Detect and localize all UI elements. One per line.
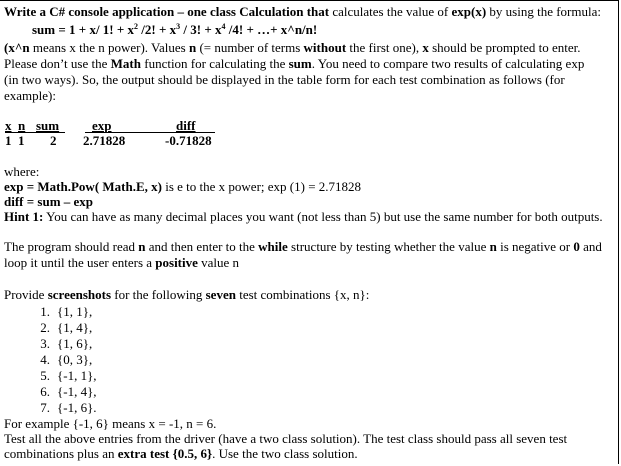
p2-while: while — [258, 239, 288, 254]
table-header-exp: exp — [92, 118, 112, 133]
p2-g: is negative or — [496, 239, 574, 254]
table-cell-n: 1 — [18, 133, 25, 148]
where-line1 — [4, 179, 361, 194]
list-item-value: {1, 1}, — [57, 304, 93, 319]
p1-n: n — [188, 40, 197, 55]
p2-e: structure by testing whether the value — [287, 239, 490, 254]
para1-line4: example): — [4, 88, 56, 103]
hint-line — [4, 209, 603, 224]
formula-lhs: sum — [32, 22, 56, 37]
list-item-number: 7. — [40, 400, 50, 415]
para1-line3: (in two ways). So, the output should be displayed in the table form for each test combination as follows (for — [4, 72, 565, 87]
p3-e: test combinations {x, n}: — [235, 287, 370, 302]
p3-screenshots: screenshots — [47, 287, 112, 302]
table-cell-x: 1 — [5, 133, 12, 148]
p1-l2-a: Please don’t use the — [4, 56, 111, 71]
p3-seven: seven — [205, 287, 236, 302]
para2-line1 — [4, 239, 602, 254]
para3-line — [4, 287, 369, 302]
table-header-diff: diff — [176, 118, 196, 133]
p1-l2-c: function for calculating the — [140, 56, 289, 71]
list-item-number: 5. — [40, 368, 50, 383]
formula-line — [32, 22, 317, 37]
p1-l2-e: . You need to compare two results of calculating exp — [311, 56, 585, 71]
p1-text-f: the first one), — [346, 40, 423, 55]
table-header-sum: sum — [36, 118, 60, 133]
para1-line1 — [4, 40, 580, 55]
where-label: where: — [4, 164, 40, 179]
formula-exp-3: 3 — [176, 22, 181, 31]
table-cell-diff: -0.71828 — [165, 133, 212, 148]
p2-a: The program should read — [4, 239, 139, 254]
table-cell-exp: 2.71828 — [83, 133, 126, 148]
list-item — [32, 352, 92, 367]
hint-label: Hint 1: — [4, 209, 44, 224]
p1-math: Math — [110, 56, 141, 71]
p2-c: and then enter to the — [145, 239, 259, 254]
list-item — [32, 400, 97, 415]
list-item-number: 1. — [40, 304, 50, 319]
formula-exp-2: 2 — [134, 22, 139, 31]
where-line2: diff = sum – exp — [4, 194, 94, 209]
para1-line2 — [4, 56, 584, 71]
intro-line — [4, 4, 601, 19]
p2-zero: 0 — [573, 239, 580, 254]
p2-l2-c: value n — [197, 255, 240, 270]
p2-positive: positive — [155, 255, 198, 270]
closing-extra-test: extra test {0.5, 6} — [117, 446, 213, 461]
list-item-number: 2. — [40, 320, 50, 335]
p1-without: without — [303, 40, 347, 55]
p3-a: Provide — [4, 287, 48, 302]
p1-xn: (x^n — [4, 40, 30, 55]
closing-line3 — [4, 446, 358, 461]
intro-text-4: by using the formula: — [489, 4, 601, 19]
p2-n1: n — [138, 239, 146, 254]
closing-line2: Test all the above entries from the driver (have a two class solution). The test class should pass all seven test — [4, 431, 568, 446]
formula-part-1: = 1 + x/ 1! + x — [55, 22, 135, 37]
table-header-n: n — [18, 118, 26, 133]
p1-text-b: means x the n power). Values — [29, 40, 189, 55]
p1-x: x — [422, 40, 429, 55]
list-item — [32, 368, 97, 383]
intro-bold-1: Write a C# console application – one class Calculation that — [4, 4, 330, 19]
list-item — [32, 304, 92, 319]
p2-n2: n — [489, 239, 497, 254]
table-underline-1 — [5, 120, 65, 133]
closing-line1: For example {-1, 6} means x = -1, n = 6. — [4, 416, 217, 431]
list-item-value: {-1, 4}, — [57, 384, 97, 399]
p2-i: and — [579, 239, 602, 254]
p1-text-h: should be prompted to enter. — [428, 40, 581, 55]
formula-part-2: /2! + x — [138, 22, 177, 37]
formula-exp-4: 4 — [221, 22, 226, 31]
list-item-value: {0, 3}, — [57, 352, 93, 367]
list-item — [32, 336, 92, 351]
list-item-number: 6. — [40, 384, 50, 399]
para2-line2 — [4, 255, 239, 270]
p3-c: for the following — [111, 287, 206, 302]
formula-part-4: /4! + …+ x^n/n! — [225, 22, 318, 37]
intro-text-2: calculates the value of — [332, 4, 449, 19]
p1-text-d: (= number of terms — [196, 40, 304, 55]
hint-text: You can have as many decimal places you want (not less than 5) but use the same number for both outputs. — [43, 209, 603, 224]
list-item-value: {1, 4}, — [57, 320, 93, 335]
list-item-number: 4. — [40, 352, 50, 367]
where-exp-formula: exp = Math.Pow( Math.E, x) — [4, 179, 162, 194]
list-item-value: {1, 6}, — [57, 336, 93, 351]
list-item — [32, 320, 92, 335]
table-underline-2 — [85, 120, 215, 133]
table-cell-sum: 2 — [50, 133, 57, 148]
p1-sum: sum — [288, 56, 312, 71]
closing-l3-c: . Use the two class solution. — [212, 446, 358, 461]
closing-l3-a: combinations plus an — [4, 446, 118, 461]
table-header-x: x — [5, 118, 12, 133]
formula-part-3: / 3! + x — [180, 22, 222, 37]
list-item — [32, 384, 97, 399]
where-exp-desc: is e to the x power; exp (1) = 2.71828 — [161, 179, 362, 194]
list-item-number: 3. — [40, 336, 50, 351]
list-item-value: {-1, 1}, — [57, 368, 97, 383]
list-item-value: {-1, 6}. — [57, 400, 97, 415]
p2-l2-a: loop it until the user enters a — [4, 255, 156, 270]
intro-exp: exp(x) — [451, 4, 487, 19]
